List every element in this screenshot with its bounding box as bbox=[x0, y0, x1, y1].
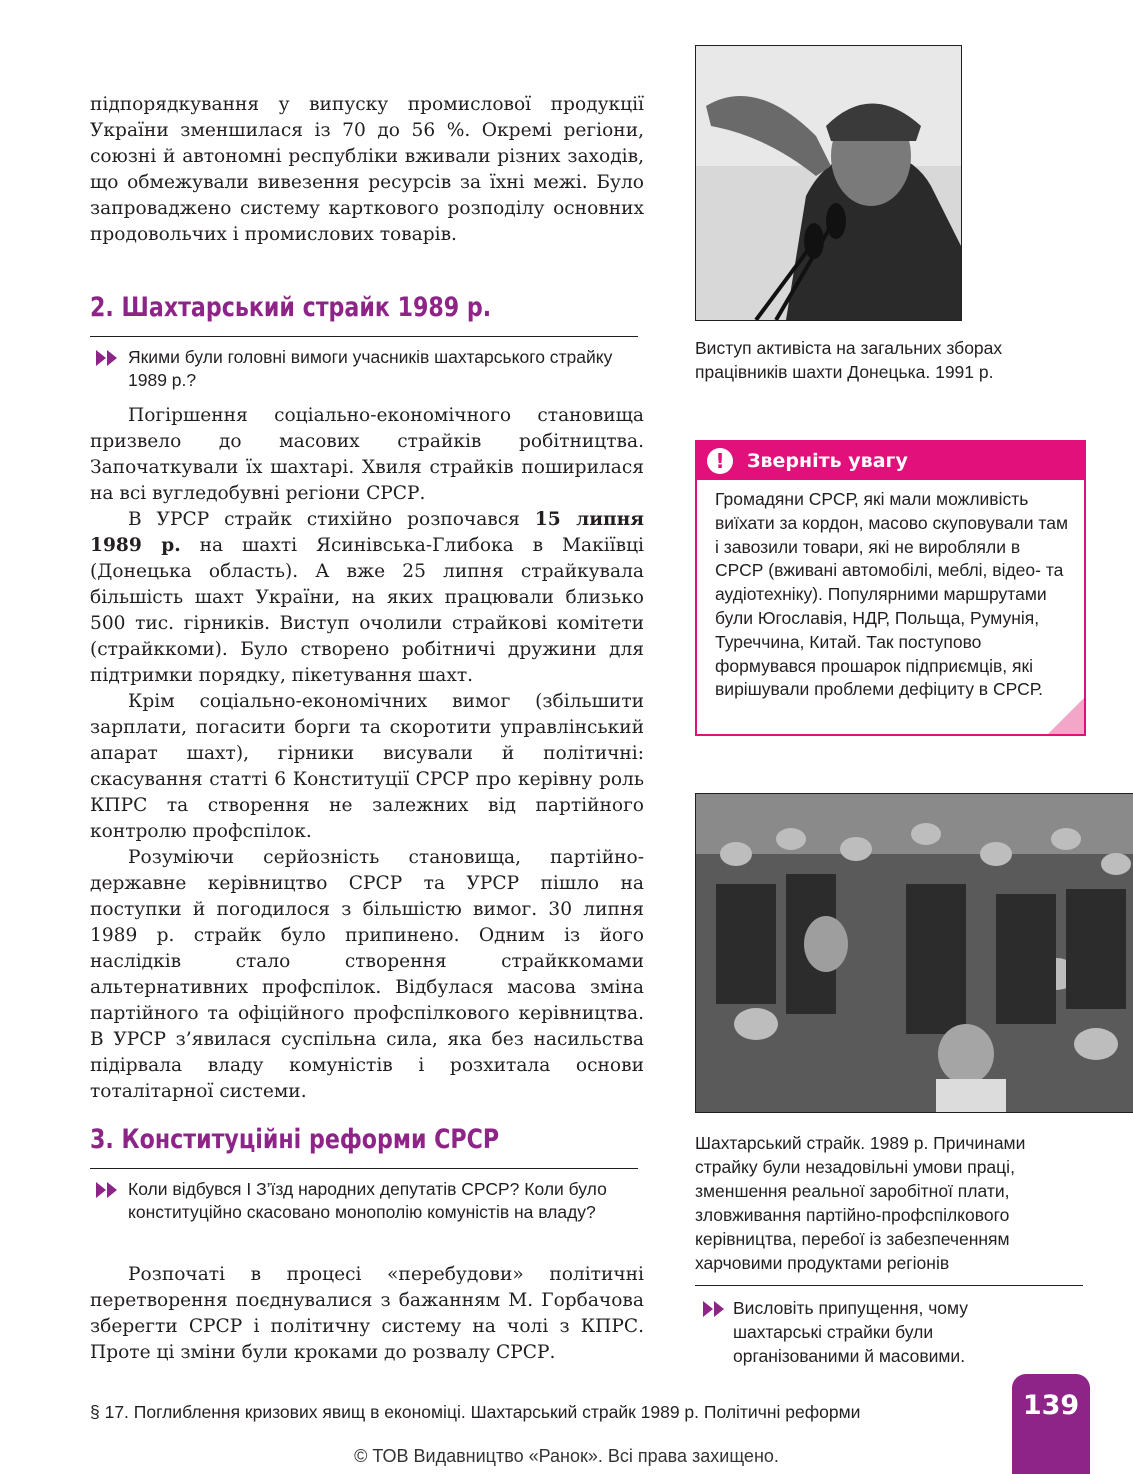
section-2-paragraph-3: Крім соціально-економічних вимог (збільшити зарплати, погасити борги та скоротити управлінський апарат шахт), гірники висували й політичні: скасування статті 6 Конституції СРСР про керівну роль КПРС та створення не залежних від партійного контролю профспілок. bbox=[90, 691, 644, 842]
section-3-question-text: Коли відбувся І З’їзд народних депутатів СРСР? Коли було конституційно скасовано монополію комуністів на владу? bbox=[128, 1179, 607, 1222]
notice-corner-decoration bbox=[1048, 698, 1084, 734]
section-2-heading: 2. Шахтарський страйк 1989 р. bbox=[90, 292, 492, 323]
photo-placeholder bbox=[696, 46, 961, 320]
page-number: 139 bbox=[1022, 1390, 1080, 1421]
notice-text: Громадяни СРСР, які мали можливість виїхати за кордон, масово скуповували там і завозили товари, які не виробляли в СРСР (вживані автомобілі, меблі, відео- та аудіотехніку). Популярними маршрутами були Югославія, НДР, Польща, Румунія, Туреччина, Китай. Так поступово формувався прошарок підприємців, які вирішували проблеми дефіциту в СРСР. bbox=[715, 489, 1068, 700]
strike-photo-caption: Шахтарський страйк. 1989 р. Причинами страйку були незадовільні умови праці, зменшення реальної заробітної плати, зловживання партійно-профспілкового керівництва, перебої із забезпеченням харчовими продуктами регіонів bbox=[695, 1133, 1026, 1273]
copyright-notice: © ТОВ Видавництво «Ранок». Всі права захищено. bbox=[354, 1446, 779, 1466]
p2-after: на шахті Ясинівська-Глибока в Макіївці (Донецька область). А вже 25 липня страйкувала більшість шахт України, на яких працювали близько 500 тис. гірників. Виступ очолили страйкові комітети (страйккоми). Було створено робітничі дружини для підтримки порядку, пікетування шахт. bbox=[90, 535, 644, 686]
section-3-rule bbox=[90, 1168, 638, 1169]
activist-photo-caption: Виступ активіста на загальних зборах працівників шахти Донецька. 1991 р. bbox=[695, 338, 1003, 382]
intro-paragraph: підпорядкування у випуску промислової продукції України зменшилася із 70 до 56 %. Окремі регіони, союзні й автономні республіки вживали різних заходів, що обмежували вивезення ресурсів за їхні межі. Було запроваджено систему карткового розподілу основних продовольчих і промислових товарів. bbox=[90, 94, 644, 245]
section-3-heading: 3. Конституційні реформи СРСР bbox=[90, 1124, 500, 1155]
p2-before: В УРСР страйк стихійно розпочався bbox=[128, 509, 535, 530]
activist-speech-photo bbox=[695, 45, 962, 321]
photo-placeholder bbox=[696, 794, 1133, 1112]
exclamation-icon: ! bbox=[707, 448, 733, 474]
section-2-question bbox=[96, 346, 648, 392]
double-arrow-icon bbox=[96, 350, 122, 366]
side-question bbox=[703, 1296, 1033, 1368]
section-3-paragraph-1: Розпочаті в процесі «перебудови» політичні перетворення поєднувалися з бажанням М. Горбачова зберегти СРСР і політичну систему на чолі з КПРС. Проте ці зміни були кроками до розвалу СРСР. bbox=[90, 1264, 644, 1363]
section-2-rule bbox=[90, 336, 638, 337]
section-2-paragraph-4: Розуміючи серйозність становища, партійно-державне керівництво СРСР та УРСР пішло на поступки й погодилося з більшістю вимог. 30 липня 1989 р. страйк було припинено. Одним із його наслідків стало створення страйккомами альтернативних профспілок. Відбулася масова зміна партійного та офіційного профспілкового керівництва. В УРСР з’явилася суспільна сила, яка без насильства підірвала владу комуністів і розхитала основи тоталітарної системи. bbox=[90, 847, 644, 1102]
miners-strike-photo bbox=[695, 793, 1133, 1113]
section-2-paragraph-2 bbox=[90, 507, 644, 689]
section-2-question-text: Якими були головні вимоги учасників шахтарського страйку 1989 р.? bbox=[128, 347, 613, 390]
notice-header bbox=[697, 442, 1084, 480]
side-rule bbox=[695, 1285, 1083, 1286]
p2-date: 15 липня 1989 р. bbox=[90, 509, 644, 556]
section-2-paragraph-1: Погіршення соціально-економічного становища призвело до масових страйків робітництва. Започаткували їх шахтарі. Хвиля страйків поширилася на всі вугледобувні регіони СРСР. bbox=[90, 405, 644, 504]
chapter-title-footer: § 17. Поглиблення кризових явищ в економіці. Шахтарський страйк 1989 р. Політичні реформи bbox=[90, 1402, 861, 1422]
section-3-question bbox=[96, 1178, 648, 1224]
side-question-text: Висловіть припущення, чому шахтарські страйки були організованими й масовими. bbox=[733, 1298, 969, 1366]
double-arrow-icon bbox=[96, 1182, 122, 1198]
notice-box bbox=[695, 440, 1086, 736]
double-arrow-icon bbox=[703, 1301, 729, 1317]
notice-title: Зверніть увагу bbox=[747, 450, 908, 472]
